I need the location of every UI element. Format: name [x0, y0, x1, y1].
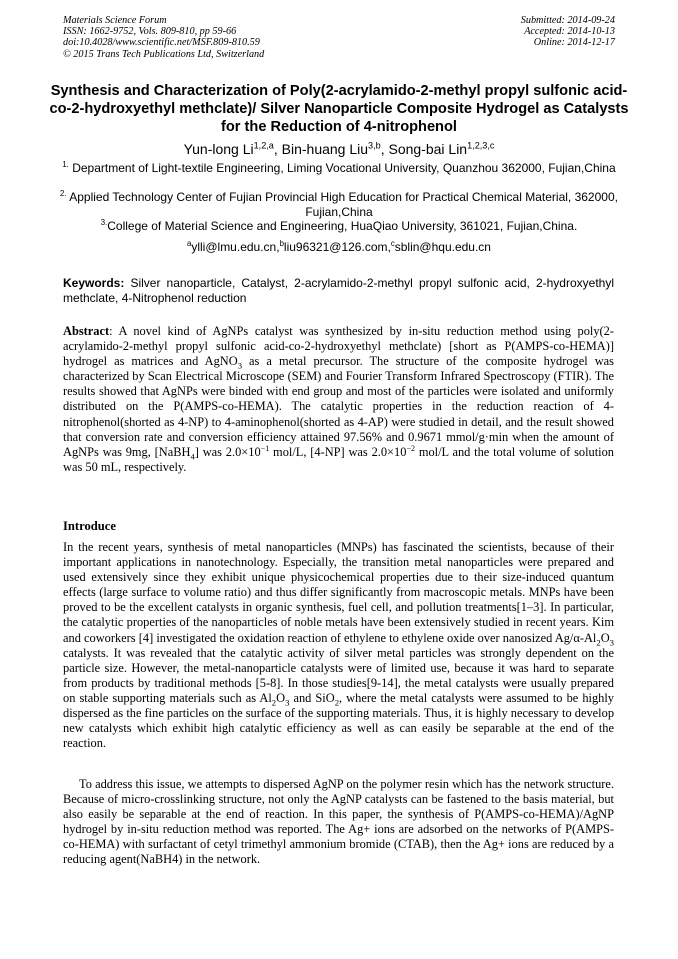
journal-copyright: © 2015 Trans Tech Publications Ltd, Switzerland: [63, 48, 265, 60]
author-name: Yun-long Li: [183, 141, 254, 157]
author-affil-mark: 1,2,3,c: [467, 140, 495, 151]
abstract-text: as a metal precursor. The structure of the composite hydrogel was characterized by Scan Electrical Microscope (SEM) and Fourier Transform Infrared Spectroscopy (FTIR). The results showed that AgNPs were binded with end group and most of the particles were isolated and uniformly distributed on the P(AMPS-co-HEMA). The catalytic properties in the reduction reaction of 4-nitrophenol(shorted as 4-NP) to 4-aminophenol(shorted as 4-AP) were studied in detail, and the result showed that conversion rate and conversion efficiency attained 97.56% and 0.9671 mmol/g·min when the amount of AgNPs was 9mg, [NaBH: [63, 354, 614, 459]
accepted-date: Accepted: 2014-10-13: [524, 26, 615, 38]
section-heading-introduce: Introduce: [63, 519, 116, 533]
affiliation-1: [40, 161, 638, 176]
affiliation-2: [40, 190, 638, 219]
subscript: 2: [334, 697, 340, 708]
subscript: 3: [609, 637, 614, 648]
abstract-text: mol/L, [4-NP] was 2.0×10: [269, 444, 407, 459]
email-mark: c: [390, 239, 395, 248]
paragraph-text: In the recent years, synthesis of metal nanoparticles (MNPs) has fascinated the scientists, because of their important applications in nanotechnology. Especially, the transition metal nanoparticles were prepared and used extensively since they exhibit unique physicochemical properties due to their size-induced quantum effects (large surface to volume ratio) and thus differ significantly from macroscopic metals. MNPs have been proved to be the excellent catalysts in organic synthesis, fuel cell, and pollution treatments[1–3]. In particular, the catalytic properties of the nanoparticles of noble metals have been extensively studied in recent years. Kim and coworkers [4] investigated the oxidation reaction of ethylene to ethylene oxide over nanosized Ag/α-Al: [63, 540, 614, 645]
author-list: Yun-long Li$^{1,2,a}$, Bin-huang Liu$^{3,b}$, Song-bai Lin$^{1,2,3,c}$: [183, 140, 495, 157]
journal-header-right: [521, 15, 615, 49]
author-affil-mark: 1,2,a: [253, 140, 274, 151]
abstract: [63, 324, 614, 475]
subscript: 4: [190, 451, 195, 462]
email-link[interactable]: ylli@lmu.edu.cn,: [191, 240, 280, 254]
affiliation-text: Department of Light-textile Engineering, Liming Vocational University, Quanzhou 362000, Fujian,China: [72, 161, 616, 175]
affiliation-text: College of Material Science and Engineering, HuaQiao University, 361021, Fujian,China.: [107, 219, 578, 233]
subscript: 3: [285, 697, 290, 708]
subscript: 2: [271, 697, 277, 708]
intro-paragraph-2: To address this issue, we attempts to dispersed AgNP on the polymer resin which has the network structure. Because of micro-crosslinking structure, not only the AgNP catalysts can be fastened to the basis material, but also easily be separable at the end of reaction. In this paper, the synthesis of P(AMPS-co-HEMA)/AgNP hydrogel by in-situ reduction method was reported. The Ag+ ions are adsorbed on the networks of P(AMPS-co-HEMA) with surfactant of cetyl trimethyl ammonium bromide (CTAB), then the Ag+ ions are reduced by a reducing agent(NaBH4) in the network.: [63, 777, 614, 867]
paragraph-text: O: [276, 690, 286, 705]
subscript: 3: [237, 360, 243, 371]
email-mark: a: [187, 239, 192, 248]
affiliation-mark: 1.: [62, 160, 69, 169]
affiliation-mark: 3.: [100, 218, 108, 227]
intro-paragraph-1: [63, 540, 614, 751]
paragraph-text: O: [600, 630, 610, 645]
author-name: Song-bai Lin: [388, 141, 468, 157]
paragraph-text: , where the metal catalysts were assumed to be highly dispersed as the fine particles on the surface of the supporting materials. Thus, it is highly necessary to develop new catalysts which exhibit high catalytic efficiency as well as can easily be separable at the end of the reaction.: [63, 690, 615, 751]
email-mark: b: [279, 239, 284, 248]
email-link[interactable]: liu96321@126.com,: [283, 240, 391, 254]
subscript: 2: [596, 637, 601, 648]
superscript: −1: [260, 443, 270, 453]
journal-doi: doi:10.4028/www.scientific.net/MSF.809-810.59: [63, 37, 260, 49]
keywords: [63, 276, 614, 306]
journal-issn: ISSN: 1662-9752, Vols. 809-810, pp 59-66: [63, 26, 237, 38]
online-date: Online: 2014-12-17: [533, 37, 615, 49]
paper-title: Synthesis and Characterization of Poly(2-acrylamido-2-methyl propyl sulfonic acid-co-2-hydroxyethyl methclate)/ Silver Nanoparticle Composite Hydrogel as Catalysts for the Reduction of 4-nitrophenol: [49, 83, 629, 135]
abstract-text: : A novel kind of AgNPs catalyst was synthesized by in-situ reduction method using poly(2-acrylamido-2-methyl propyl sulfonic acid-co-2-hydroxyethyl methclate) [short as P(AMPS-co-HEMA)] hydrogel as matrices and AgNO: [63, 324, 614, 369]
paragraph-text: and SiO: [289, 690, 335, 705]
paragraph-text: catalysts. It was revealed that the catalytic activity of silver metal particles was strongly dependent on the particle size. However, the metal-nanoparticle catalysts were of limited use, because it was hard to separate from products by traditional methods [5-8]. In those studies[9-14], the metal catalysts were usually prepared on stable supporting materials such as Al: [63, 645, 614, 705]
abstract-label: Abstract: [63, 324, 110, 338]
author-emails: [40, 240, 638, 255]
submitted-date: Submitted: 2014-09-24: [520, 15, 615, 26]
journal-header-left: [63, 15, 264, 60]
superscript: −2: [406, 443, 415, 453]
keywords-text: Silver nanoparticle, Catalyst, 2-acrylamido-2-methyl propyl sulfonic acid, 2-hydroxyethyl methclate, 4-Nitrophenol reduction: [63, 276, 614, 305]
affiliation-3: [40, 219, 638, 234]
affiliation-text: Applied Technology Center of Fujian Provincial High Education for Practical Chemical Material, 362000, Fujian,China: [69, 190, 618, 219]
abstract-text: ] was 2.0×10: [194, 444, 261, 459]
keywords-label: Keywords:: [63, 276, 125, 290]
email-link[interactable]: sblin@hqu.edu.cn: [394, 240, 491, 254]
author-affil-mark: 3,b: [368, 140, 381, 151]
abstract-text: mol/L and the total volume of solution was 50 mL, respectively.: [63, 444, 615, 474]
journal-name: Materials Science Forum: [63, 15, 167, 26]
affiliation-mark: 2.: [60, 189, 67, 198]
author-name: Bin-huang Liu: [281, 141, 369, 157]
